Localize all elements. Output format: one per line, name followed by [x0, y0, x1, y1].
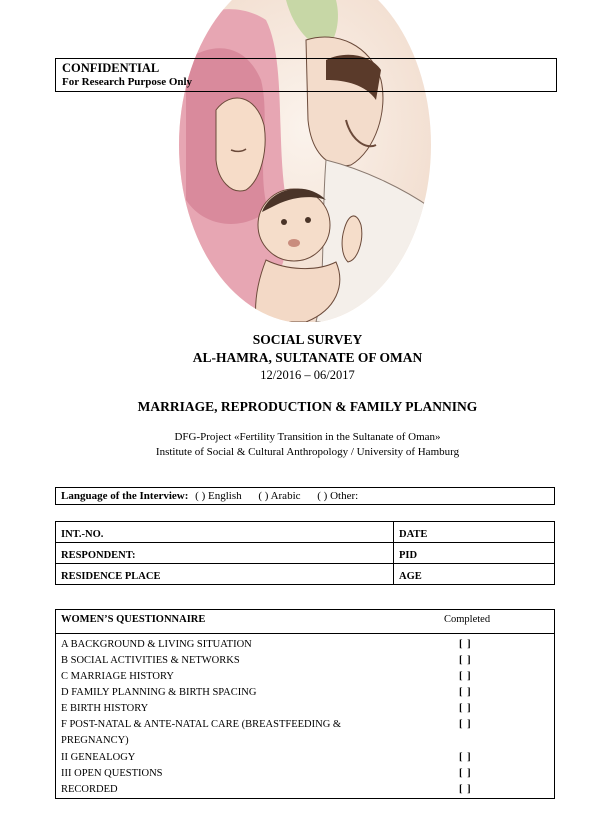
survey-topic: MARRIAGE, REPRODUCTION & FAMILY PLANNING	[137, 399, 478, 414]
completed-checkbox[interactable]: [ ]	[459, 639, 472, 650]
completed-checkbox[interactable]: [ ]	[459, 719, 472, 730]
language-option-english[interactable]: ( ) English	[195, 490, 242, 502]
language-option-other[interactable]: ( ) Other:	[317, 490, 359, 502]
language-row	[55, 487, 555, 505]
questionnaire-header	[56, 610, 554, 634]
confidential-subtitle: For Research Purpose Only	[62, 76, 193, 88]
family-illustration	[176, 0, 434, 322]
project-name: DFG-Project «Fertility Transition in the Sultanate of Oman»	[174, 431, 441, 443]
completed-checkbox[interactable]: [ ]	[459, 687, 472, 698]
completed-checkbox[interactable]: [ ]	[459, 784, 472, 795]
age-field[interactable]: AGE	[394, 564, 555, 585]
completed-header: Completed	[444, 614, 491, 625]
confidential-box	[55, 58, 557, 92]
institute-name: Institute of Social & Cultural Anthropology / University of Hamburg	[155, 446, 460, 458]
confidential-title: CONFIDENTIAL	[62, 61, 160, 75]
completed-checkbox[interactable]: [ ]	[459, 703, 472, 714]
table-row	[56, 522, 555, 543]
list-item: III OPEN QUESTIONS	[61, 768, 163, 779]
int-no-field[interactable]: INT.-NO.	[56, 522, 394, 543]
list-item: RECORDED	[61, 784, 118, 795]
list-item: B SOCIAL ACTIVITIES & NETWORKS	[61, 655, 240, 666]
questionnaire-title: WOMEN’S QUESTIONNAIRE	[61, 614, 206, 625]
completed-checkbox[interactable]: [ ]	[459, 752, 472, 763]
list-item: A BACKGROUND & LIVING SITUATION	[61, 639, 252, 650]
residence-field[interactable]: RESIDENCE PLACE	[56, 564, 394, 585]
survey-title: SOCIAL SURVEY	[252, 332, 363, 347]
survey-location: AL-HAMRA, SULTANATE OF OMAN	[192, 350, 423, 365]
language-option-arabic[interactable]: ( ) Arabic	[258, 490, 301, 502]
respondent-field[interactable]: RESPONDENT:	[56, 543, 394, 564]
completed-checkbox[interactable]: [ ]	[459, 671, 472, 682]
list-item: C MARRIAGE HISTORY	[61, 671, 174, 682]
list-item: E BIRTH HISTORY	[61, 703, 149, 714]
list-item: II GENEALOGY	[61, 752, 136, 763]
completed-checkbox[interactable]: [ ]	[459, 768, 472, 779]
pid-field[interactable]: PID	[394, 543, 555, 564]
date-field[interactable]: DATE	[394, 522, 555, 543]
completed-checkbox[interactable]: [ ]	[459, 655, 472, 666]
survey-dates: 12/2016 – 06/2017	[260, 368, 355, 382]
language-label: Language of the Interview:	[61, 490, 189, 502]
respondent-info-table	[55, 521, 555, 585]
list-item: D FAMILY PLANNING & BIRTH SPACING	[61, 687, 257, 698]
table-row	[56, 543, 555, 564]
questionnaire-box	[55, 609, 555, 799]
table-row	[56, 564, 555, 585]
list-item: F POST-NATAL & ANTE-NATAL CARE (BREASTFEEDING & PREGNANCY)	[61, 719, 342, 746]
